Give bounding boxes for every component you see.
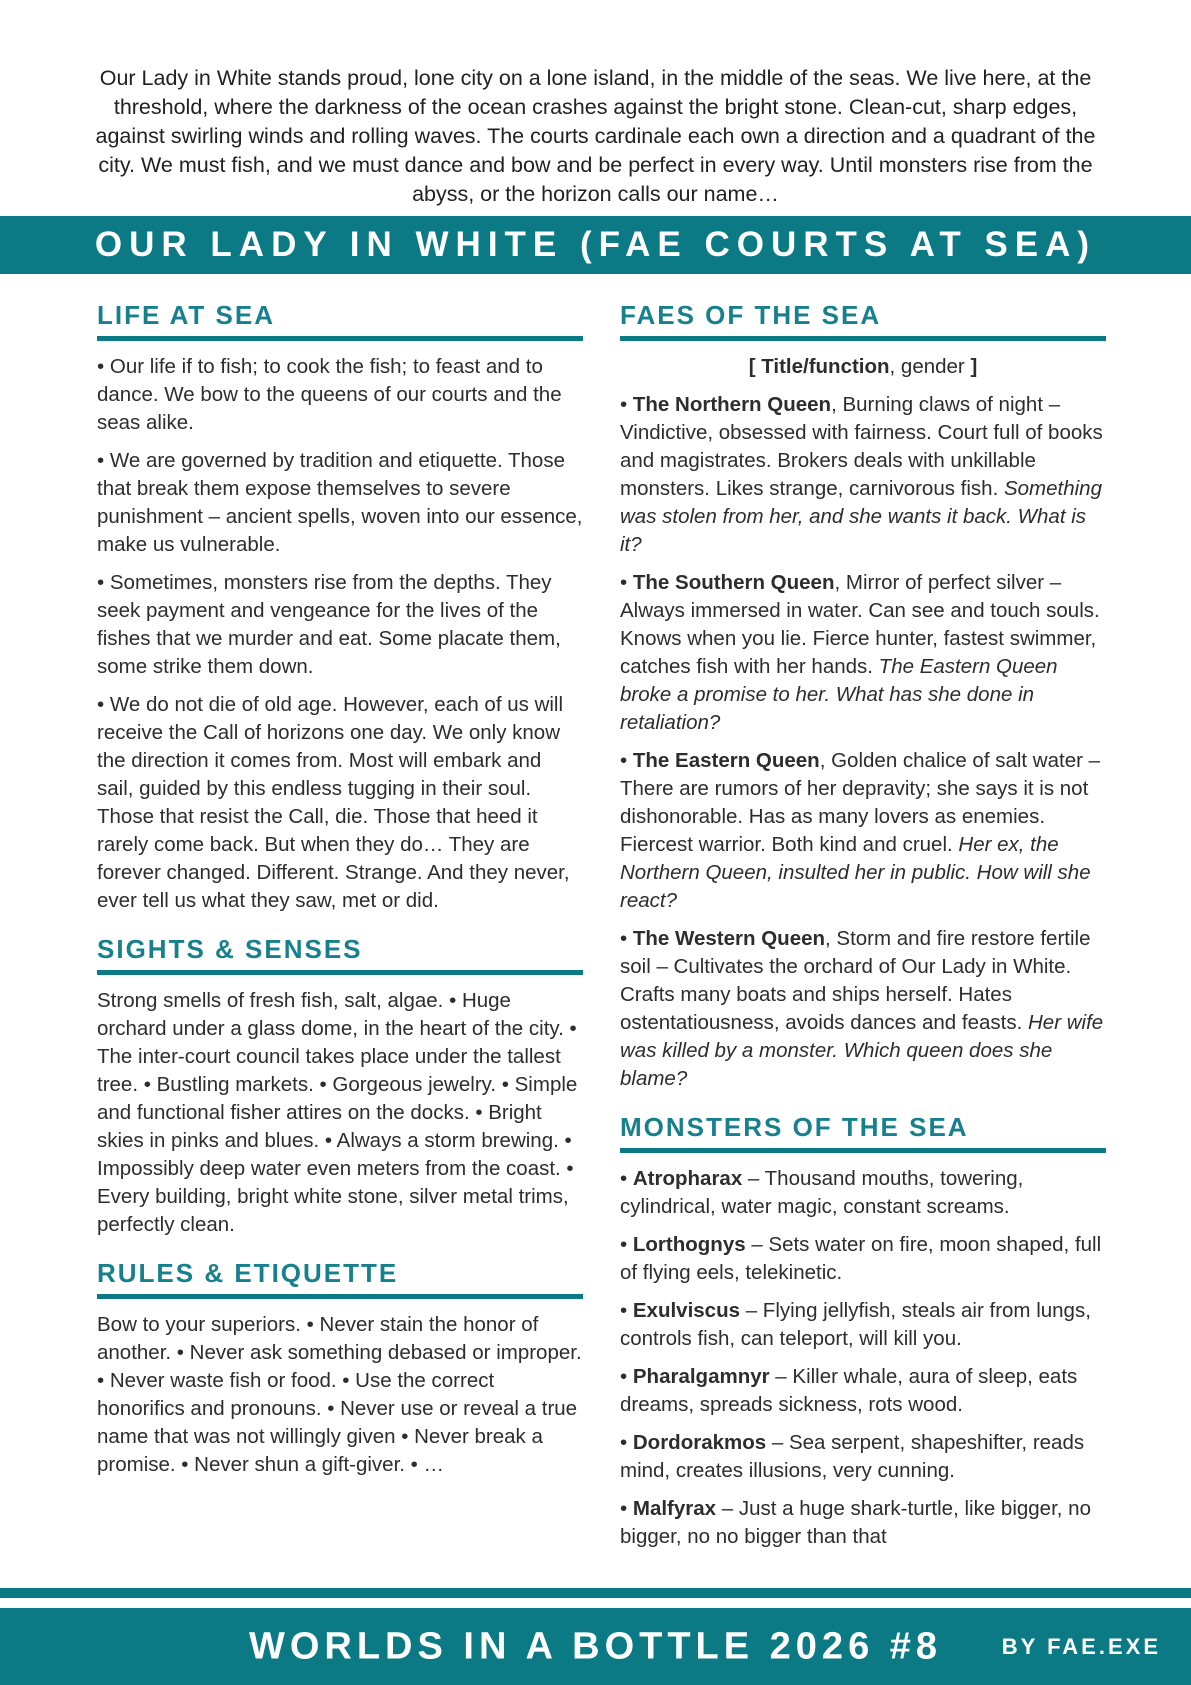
section [97, 1259, 583, 1479]
text-segment: Atropharax [632, 1167, 743, 1190]
paragraph [97, 447, 583, 559]
text-segment: • [620, 1167, 633, 1190]
paragraph [620, 353, 1106, 381]
paragraph [620, 1363, 1106, 1419]
footer-byline: BY FAE.EXE [1001, 1633, 1161, 1659]
paragraph [620, 1495, 1106, 1551]
text-segment: The Eastern Queen [632, 749, 820, 772]
section-underline [620, 336, 1106, 341]
text-segment: • [620, 1299, 633, 1322]
title-banner [0, 216, 1191, 274]
paragraph [620, 1165, 1106, 1221]
page-title: OUR LADY IN WHITE (FAE COURTS AT SEA) [94, 225, 1097, 264]
text-segment: , Mirror of perfect silver – Always immersed in water. Can see and touch souls. Knows when you lie. Fierce hunter, fastest swimmer, catches fish with her hands. [620, 571, 1100, 678]
paragraph [97, 353, 583, 437]
text-segment: The Northern Queen [632, 393, 832, 416]
paragraph [97, 987, 583, 1239]
text-segment: – Killer whale, aura of sleep, eats dreams, spreads sickness, rots wood. [620, 1365, 1078, 1416]
section-title: SIGHTS & SENSES [97, 934, 363, 964]
text-segment: [ Title/function [748, 355, 890, 378]
text-segment: • [620, 393, 633, 416]
section-title: MONSTERS OF THE SEA [620, 1112, 969, 1142]
text-segment: Her ex, the Northern Queen, insulted her in public. How will she react? [620, 833, 1091, 912]
text-segment: – Flying jellyfish, steals air from lungs, controls fish, can teleport, will kill you. [620, 1299, 1091, 1350]
text-segment: , Golden chalice of salt water – There are rumors of her depravity; she says it is not dishonorable. Has as many lovers as enemies. Fiercest warrior. Both kind and cruel. [620, 749, 1101, 856]
section-body [97, 1311, 583, 1479]
text-segment: • We do not die of old age. However, each of us will receive the Call of horizons one day. We only know the direction it comes from. Most will embark and sail, guided by this endless tugging in their soul. Those that resist the Call, die. Those that heed it rarely come back. But when they do… They are forever changed. Different. Strange. And they never, ever tell us what they saw, met or did. [97, 693, 570, 912]
text-segment: Exulviscus [632, 1299, 740, 1322]
section-title: RULES & ETIQUETTE [97, 1258, 399, 1288]
text-segment: • [620, 749, 633, 772]
section-body [620, 353, 1106, 1093]
footer-divider [0, 1588, 1191, 1598]
text-segment: The Eastern Queen broke a promise to her. What has she done in retaliation? [620, 655, 1058, 734]
text-segment: Pharalgamnyr [632, 1365, 770, 1388]
text-segment: Her wife was killed by a monster. Which queen does she blame? [620, 1011, 1104, 1090]
section-title: FAES OF THE SEA [620, 301, 882, 330]
section-underline [97, 336, 583, 341]
text-segment: – Just a huge shark-turtle, like bigger, no bigger, no no bigger than that [620, 1497, 1091, 1548]
section [97, 935, 583, 1239]
text-segment: , Burning claws of night – Vindictive, obsessed with fairness. Court full of books and magistrates. Brokers deals with unkillable monsters. Likes strange, carnivorous fish. [620, 393, 1103, 500]
text-segment: Strong smells of fresh fish, salt, algae. • Huge orchard under a glass dome, in the heart of the city. • The inter-court council takes place under the tallest tree. • Bustling markets. • Gorgeous jewelry. • Simple and functional fisher attires on the docks. • Bright skies in pinks and blues. • Always a storm brewing. • Impossibly deep water even meters from the coast. • Every building, bright white stone, silver metal trims, perfectly clean. [97, 989, 578, 1236]
section [97, 301, 583, 915]
section [620, 1113, 1106, 1551]
paragraph [620, 747, 1106, 915]
text-segment: Malfyrax [632, 1497, 717, 1520]
paragraph [97, 569, 583, 681]
content-columns [97, 301, 1106, 1586]
paragraph [620, 1297, 1106, 1353]
footer-bar [0, 1608, 1191, 1685]
text-segment: Something was stolen from her, and she wants it back. What is it? [620, 477, 1102, 556]
text-segment: • [620, 1497, 633, 1520]
right-column [620, 301, 1106, 1586]
paragraph [620, 1231, 1106, 1287]
text-segment: • [620, 927, 633, 950]
text-segment: – Thousand mouths, towering, cylindrical, water magic, constant screams. [620, 1167, 1024, 1218]
text-segment: , gender [889, 355, 965, 378]
text-segment: The Western Queen [632, 927, 826, 950]
paragraph [620, 1429, 1106, 1485]
section [620, 301, 1106, 1093]
text-segment: – Sets water on fire, moon shaped, full of flying eels, telekinetic. [620, 1233, 1102, 1284]
text-segment: ] [964, 355, 978, 378]
paragraph [620, 391, 1106, 559]
section-body [620, 1165, 1106, 1551]
text-segment: – Sea serpent, shapeshifter, reads mind, creates illusions, very cunning. [620, 1431, 1085, 1482]
section-body [97, 353, 583, 915]
text-segment: • We are governed by tradition and etiquette. Those that break them expose themselves to severe punishment – ancient spells, woven into our essence, make us vulnerable. [97, 449, 583, 556]
text-segment: , Storm and fire restore fertile soil – Cultivates the orchard of Our Lady in White. Crafts many boats and ships herself. Hates ostentatiousness, avoids dances and feasts. [620, 927, 1091, 1034]
text-segment: • Our life if to fish; to cook the fish; to feast and to dance. We bow to the queens of our courts and the seas alike. [97, 355, 562, 434]
section-underline [620, 1148, 1106, 1153]
text-segment: • [620, 571, 633, 594]
paragraph [97, 691, 583, 915]
footer-title: WORLDS IN A BOTTLE 2026 #8 [248, 1625, 943, 1667]
section-underline [97, 1294, 583, 1299]
left-column [97, 301, 583, 1586]
text-segment: The Southern Queen [632, 571, 835, 594]
section-underline [97, 970, 583, 975]
section-body [97, 987, 583, 1239]
text-segment: • [620, 1233, 633, 1256]
text-segment: Bow to your superiors. • Never stain the honor of another. • Never ask something debased or improper. • Never waste fish or food. • Use the correct honorifics and pronouns. • Never use or reveal a true name that was not willingly given • Never break a promise. • Never shun a gift-giver. • … [97, 1313, 582, 1476]
text-segment: • [620, 1365, 633, 1388]
section-title: LIFE AT SEA [97, 301, 275, 330]
paragraph [620, 569, 1106, 737]
paragraph [620, 925, 1106, 1093]
paragraph [97, 1311, 583, 1479]
text-segment: Lorthognys [632, 1233, 746, 1256]
text-segment: Dordorakmos [632, 1431, 767, 1454]
text-segment: • [620, 1431, 633, 1454]
text-segment: • Sometimes, monsters rise from the depths. They seek payment and vengeance for the lives of the fishes that we murder and eat. Some placate them, some strike them down. [97, 571, 561, 678]
intro-paragraph: Our Lady in White stands proud, lone city on a lone island, in the middle of the seas. We live here, at the threshold, where the darkness of the ocean crashes against the bright stone. Clean-cut, sharp edges, against swirling winds and rolling waves. The courts cardinale each own a direction and a quadrant of the city. We must fish, and we must dance and bow and be perfect in every way. Until monsters rise from the abyss, or the horizon calls our name… [95, 65, 1096, 206]
